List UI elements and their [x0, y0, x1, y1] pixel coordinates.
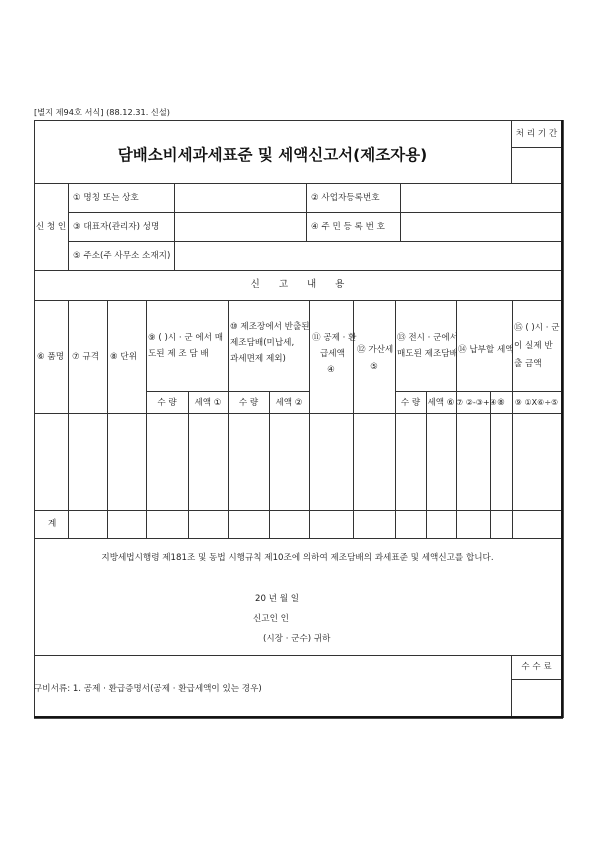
sub-formula15: ⑨ ①X⑥÷⑤ [514, 398, 559, 407]
sub-tax2: 세액 ② [275, 398, 303, 408]
addressee: (시장 · 군수) 귀하 [263, 634, 331, 644]
col12-line1: ⑫ 가산세 [357, 345, 394, 355]
declaration-text: 지방세법시행령 제181조 및 동법 시행규칙 제10조에 의하여 제조담배의 과세표준 및 세액신고를 합니다. [101, 553, 494, 563]
name-label: ① 명칭 또는 상호 [73, 193, 139, 203]
sub-n8: ⑧ [497, 398, 505, 408]
col-spec: ⑦ 규격 [72, 352, 100, 362]
sub-qty-10: 수 량 [238, 398, 259, 408]
col15-line2: 이 실제 반 [514, 341, 553, 351]
col10-line2: 제조담배(미납세, [230, 338, 295, 348]
biz-reg-label: ② 사업자등록번호 [311, 193, 380, 203]
processing-period-label: 처 리 기 간 [515, 129, 558, 139]
applicant-label: 신 청 인 [35, 222, 67, 232]
attachments-note: 구비서류: 1. 공제 · 환급증명서(공제 · 환급세액이 있는 경우) [34, 684, 262, 694]
col12-line2: ⑤ [370, 362, 378, 372]
col11-line2: 급세액 [320, 349, 345, 359]
form-title: 담배소비세과세표준 및 세액신고서(제조자용) [117, 146, 428, 164]
rep-label: ③ 대표자(관리자) 성명 [73, 222, 160, 232]
address-label: ⑤ 주소(주 사무소 소재지) [73, 251, 171, 261]
col10-line3: 과세면제 제외) [230, 354, 286, 364]
col15-line3: 출 금액 [514, 359, 542, 369]
col10-line1: ⑩ 제조장에서 반출된 [230, 322, 310, 332]
col11-line3: ④ [327, 365, 335, 375]
sub-tax1: 세액 ① [194, 398, 222, 408]
col13-line1: ⑬ 전시 · 군에서 [397, 333, 459, 343]
col9-line1: ⑨ ( )시 · 군 에서 매 [148, 333, 224, 343]
resident-no-label: ④ 주 민 등 록 번 호 [311, 222, 385, 232]
col-item: ⑥ 품명 [37, 352, 65, 362]
total-label: 계 [48, 519, 57, 529]
col15-line1: ⑮ ( )시 · 군 [514, 323, 560, 333]
col-unit: ⑧ 단위 [110, 352, 138, 362]
reporter-line: 신고인 인 [253, 614, 289, 624]
sub-qty-13: 수 량 [400, 398, 421, 408]
col11-line1: ⑪ 공제 · 환 [312, 333, 357, 343]
date-line: 20 년 월 일 [255, 594, 300, 604]
form-number: [별지 제94호 서식] (88.12.31. 신설) [34, 107, 170, 117]
sub-formula14: ⑦ ②-③+④ [456, 398, 497, 407]
sub-qty-9: 수 량 [157, 398, 177, 408]
col9-line2: 도된 제 조 담 배 [148, 349, 209, 359]
report-section-title: 신 고 내 용 [250, 279, 345, 290]
sub-tax6: 세액 ⑥ [427, 398, 455, 408]
col13-line2: 매도된 제조담배 [397, 349, 458, 359]
col14: ⑭ 납부할 세액 [458, 345, 514, 355]
fee-label: 수 수 료 [521, 662, 552, 672]
